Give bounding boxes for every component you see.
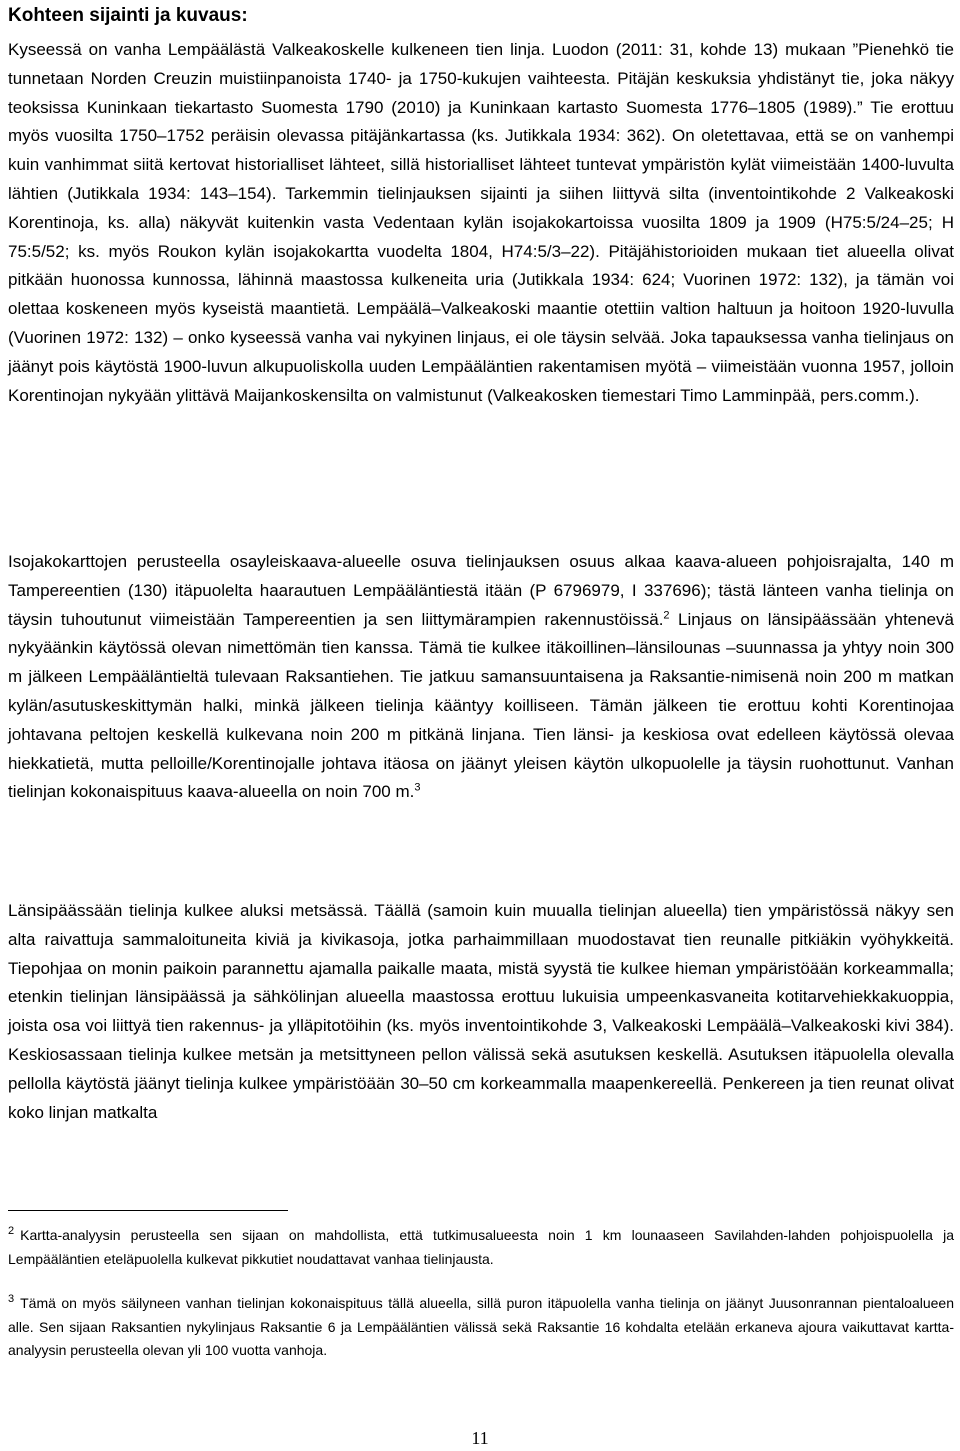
footnote-2-text: Kartta-analyysin perusteella sen sijaan on mahdollista, että tutkimusalueesta noin 1 km lounaaseen Savilahden-lahden pohjoispuolella ja Lempääläntien eteläpuolella kulkevat pikkutiet noudattavat vanhaa tielinjausta. (8, 1227, 954, 1267)
footnote-separator (8, 1210, 288, 1211)
paragraph-route-description (8, 548, 954, 807)
footnote-2 (8, 1224, 954, 1271)
page-number: 11 (471, 1428, 489, 1448)
footnote-3 (8, 1292, 954, 1363)
paragraph-location-history: Kyseessä on vanha Lempäälästä Valkeakoskelle kulkeneen tien linja. Luodon (2011: 31, kohde 13) mukaan ”Pienehkö tie tunnetaan Norden Creuzin muistiinpanoista 1740- ja 1750-kukujen vaihteesta. Pitäjän keskuksia yhdistänyt tie, joka näkyy teoksissa Kuninkaan tiekartasto Suomesta 1790 (2010) ja Kuninkaan kartasto Suomesta 1776–1805 (1989).” Tie erottuu myös vuosilta 1750–1752 peräisin olevassa pitäjänkartassa (ks. Jutikkala 1934: 362). On oletettavaa, että se on vanhempi kuin vanhimmat siitä kertovat historialliset lähteet, sillä historialliset lähteet tuntevat ympäristön kylät viimeistään 1400-luvulta lähtien (Jutikkala 1934: 143–154). Tarkemmin tielinjauksen sijainti ja siihen liittyvä silta (inventointikohde 2 Valkeakoski Korentinoja, ks. alla) näkyvät kuitenkin vasta Vedentaan kylän isojakokartoissa vuosilta 1809 ja 1909 (H75:5/24–25; H 75:5/52; ks. myös Roukon kylän isojakokartta vuodelta 1804, H74:5/3–22). Pitäjähistorioiden mukaan tiet alueella olivat pitkään huonossa kunnossa, lähinnä maastossa kulkeneita uria (Jutikkala 1934: 624; Vuorinen 1972: 132), ja tämän voi olettaa koskeneen myös kyseistä maantietä. Lempäälä–Valkeakoski maantie otettiin valtion haltuun ja hoitoon 1920-luvulla (Vuorinen 1972: 132) – onko kyseessä vanha vai nykyinen linjaus, ei ole täysin selvää. Joka tapauksessa vanha tielinjaus on jäänyt pois käytöstä 1900-luvun alkupuoliskolla uuden Lempääläntien rakentamisen myötä – viimeistään vuonna 1957, jolloin Korentinojan nykyään ylittävä Maijankoskensilta on valmistunut (Valkeakosken tiemestari Timo Lamminpää, pers.comm.). (8, 40, 954, 405)
footnote-3-mark: 3 (8, 1293, 15, 1306)
footnote-ref-3[interactable]: 3 (414, 781, 421, 794)
paragraph-terrain-description: Länsipäässään tielinja kulkee aluksi metsässä. Täällä (samoin kuin muualla tielinjan alueella) tien ympäristössä näkyy sen alta raivattuja sammaloituneita kiviä ja kivikasoja, jotka parhaimmillaan muodostavat tien reunalle pitkiäkin vyöhykkeitä. Tiepohjaa on monin paikoin parannettu ajamalla paikalle maata, mistä syystä tie kulkee hieman ympäristöään korkeammalla; etenkin tielinjan länsipäässä ja sähkölinjan alueella maastossa erottuu lukuisia umpeenkasvaneita kotitarvehiekkakuoppia, joista osa voi liittyä tien rakennus- ja ylläpitotöihin (ks. myös inventointikohde 3, Valkeakoski Lempäälä–Valkeakoski kivi 384). Keskiosassaan tielinja kulkee metsän ja metsittyneen pellon välissä sekä asutuksen keskellä. Asutuksen itäpuolella olevalla pellolla käytöstä jäänyt tielinja kulkee ympäristöään 30–50 cm korkeammalla maapenkereellä. Penkereen ja tien reunat olivat koko linjan matkalta (8, 901, 954, 1122)
paragraph-route-text: Isojakokarttojen perusteella osayleiskaava-alueelle osuva tielinjauksen osuus alkaa kaava-alueen pohjoisrajalta, 140 m Tampereentien (130) itäpuolelta haarautuen Lempääläntiestä itään (P 6796979, I 337696); tästä länteen vanha tielinja on täysin tuhoutunut viimeistään Tampereentien ja sen liittymärampien rakennustöissä. (8, 552, 954, 629)
footnote-2-mark: 2 (8, 1225, 15, 1238)
footnote-ref-2[interactable]: 2 (663, 608, 670, 621)
section-heading: Kohteen sijainti ja kuvaus: (8, 5, 248, 26)
footnote-3-text: Tämä on myös säilyneen vanhan tielinjan kokonaispituus tällä alueella, sillä puron itäpuolella vanha tielinja on jäänyt Juusonrannan pientaloalueen alle. Sen sijaan Raksantien nykylinjaus Raksantie 6 ja Lempääläntien välissä sekä Raksantie 16 kohdalta etelään erkaneva ajoura vaikuttavat kartta-analyysin perusteella olevan yli 100 vuotta vanhoja. (8, 1295, 954, 1358)
paragraph-route-text-continued: Linjaus on länsipäässään yhtenevä nykyäänkin käytössä olevan nimettömän tien kanssa. Tämä tie kulkee itäkoillinen–länsilounas –suunnassa ja yhtyy noin 300 m jälkeen Lempääläntieltä tulevaan Raksantiehen. Tie jatkuu samansuuntaisena ja Raksantie-nimisenä noin 200 m matkan kylän/asutuskeskittymän halki, minkä jälkeen tielinja kääntyy koilliseen. Tämän jälkeen tie erottuu kohti Korentinojaa johtavana peltojen keskellä kulkevana noin 200 m pitkänä linjana. Tien länsi- ja keskiosa ovat edelleen käytössä olevaa hiekkatietä, mutta pelloille/Korentinojalle johtava itäosa on jäänyt yleisen käytön ulkopuolelle ja täysin ruohottunut. Vanhan tielinjan kokonaispituus kaava-alueella on noin 700 m. (8, 609, 954, 802)
